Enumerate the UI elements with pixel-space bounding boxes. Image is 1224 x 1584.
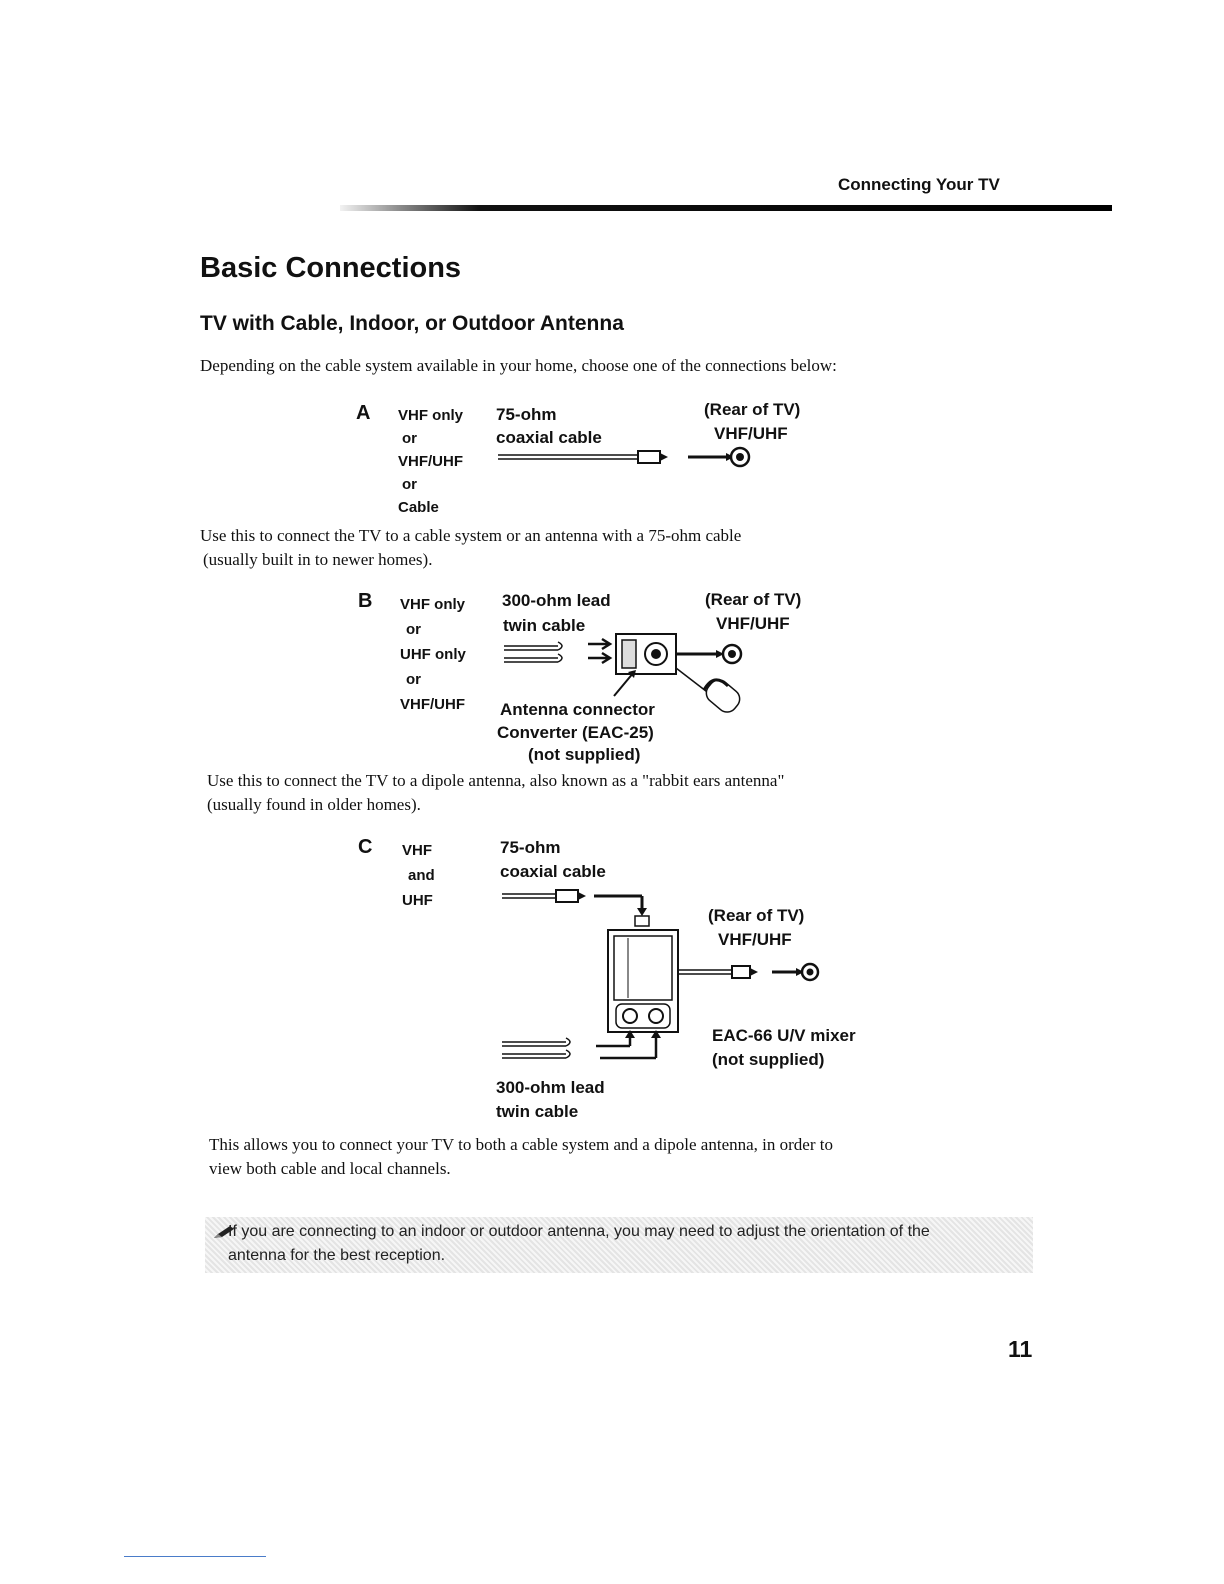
diagram-b-cable-label-2: twin cable (503, 616, 586, 635)
diagram-c-cable-label-2: coaxial cable (500, 862, 606, 881)
source-line: VHF only (400, 596, 466, 613)
header-rule (340, 205, 1112, 211)
source-line: or (406, 671, 421, 688)
source-line: or (402, 476, 417, 493)
source-line: Cable (398, 499, 439, 516)
section-subtitle: TV with Cable, Indoor, or Outdoor Antenna (200, 312, 624, 335)
source-line: VHF (402, 842, 432, 859)
source-line: UHF (402, 892, 433, 909)
diagram-b-connector-2: Converter (EAC-25) (497, 723, 654, 742)
page-title: Basic Connections (200, 252, 462, 284)
diagram-a-caption-1: Use this to connect the TV to a cable system or an antenna with a 75-ohm cable (200, 526, 742, 545)
diagram-c-mixer-2: (not supplied) (712, 1050, 825, 1069)
diagram-c-cable-label-1: 75-ohm (500, 838, 561, 857)
diagram-b-tv-label-2: VHF/UHF (716, 614, 790, 633)
diagram-a-tv-label-1: (Rear of TV) (704, 400, 801, 419)
diagram-c-mixer-1: EAC-66 U/V mixer (712, 1026, 856, 1045)
diagram-a-letter: A (356, 402, 371, 424)
diagram-b-caption-1: Use this to connect the TV to a dipole antenna, also known as a "rabbit ears antenna" (207, 771, 785, 790)
diagram-c-letter: C (358, 836, 373, 858)
diagram-a-cable-label-2: coaxial cable (496, 428, 602, 447)
diagram-a-cable-graphic (490, 445, 770, 475)
footer-rule (124, 1556, 266, 1557)
diagram-b-connector-1: Antenna connector (500, 700, 655, 719)
note-line: antenna for the best reception. (228, 1247, 446, 1264)
diagram-b-letter: B (358, 590, 373, 612)
source-line: or (402, 430, 417, 447)
running-header: Connecting Your TV (838, 175, 1000, 194)
source-line: UHF only (400, 646, 466, 663)
note-line: If you are connecting to an indoor or outdoor antenna, you may need to adjust the orientation of the (228, 1223, 930, 1240)
diagram-c-lead-2: twin cable (496, 1102, 579, 1121)
diagram-b-caption-2: (usually found in older homes). (207, 795, 421, 814)
diagram-c-caption-2: view both cable and local channels. (209, 1159, 451, 1178)
diagram-a-source-list (398, 404, 463, 519)
diagram-b-cable-label-1: 300-ohm lead (502, 591, 611, 610)
diagram-c-tv-label-1: (Rear of TV) (708, 906, 805, 925)
source-line: VHF/UHF (400, 696, 465, 713)
intro-text: Depending on the cable system available in your home, choose one of the connections below: (200, 356, 837, 375)
source-line: VHF only (398, 407, 464, 424)
diagram-b-tv-label-1: (Rear of TV) (705, 590, 802, 609)
source-line: VHF/UHF (398, 453, 463, 470)
note-text (228, 1220, 1028, 1268)
diagram-c-tv-label-2: VHF/UHF (718, 930, 792, 949)
diagram-a-tv-label-2: VHF/UHF (714, 424, 788, 443)
source-line: and (408, 867, 435, 884)
coax-plug-icon (638, 451, 660, 463)
diagram-b-source-list (400, 592, 466, 717)
page-number: 11 (1008, 1336, 1033, 1362)
coax-plug-icon (556, 890, 578, 902)
diagram-a-caption-2: (usually built in to newer homes). (203, 550, 433, 569)
diagram-c-caption-1: This allows you to connect your TV to both a cable system and a dipole antenna, in order to (209, 1135, 833, 1154)
diagram-c-source-list (402, 838, 435, 913)
diagram-b-connector-3: (not supplied) (528, 745, 641, 764)
source-line: or (406, 621, 421, 638)
diagram-a-cable-label-1: 75-ohm (496, 405, 557, 424)
diagram-c-lead-1: 300-ohm lead (496, 1078, 605, 1097)
